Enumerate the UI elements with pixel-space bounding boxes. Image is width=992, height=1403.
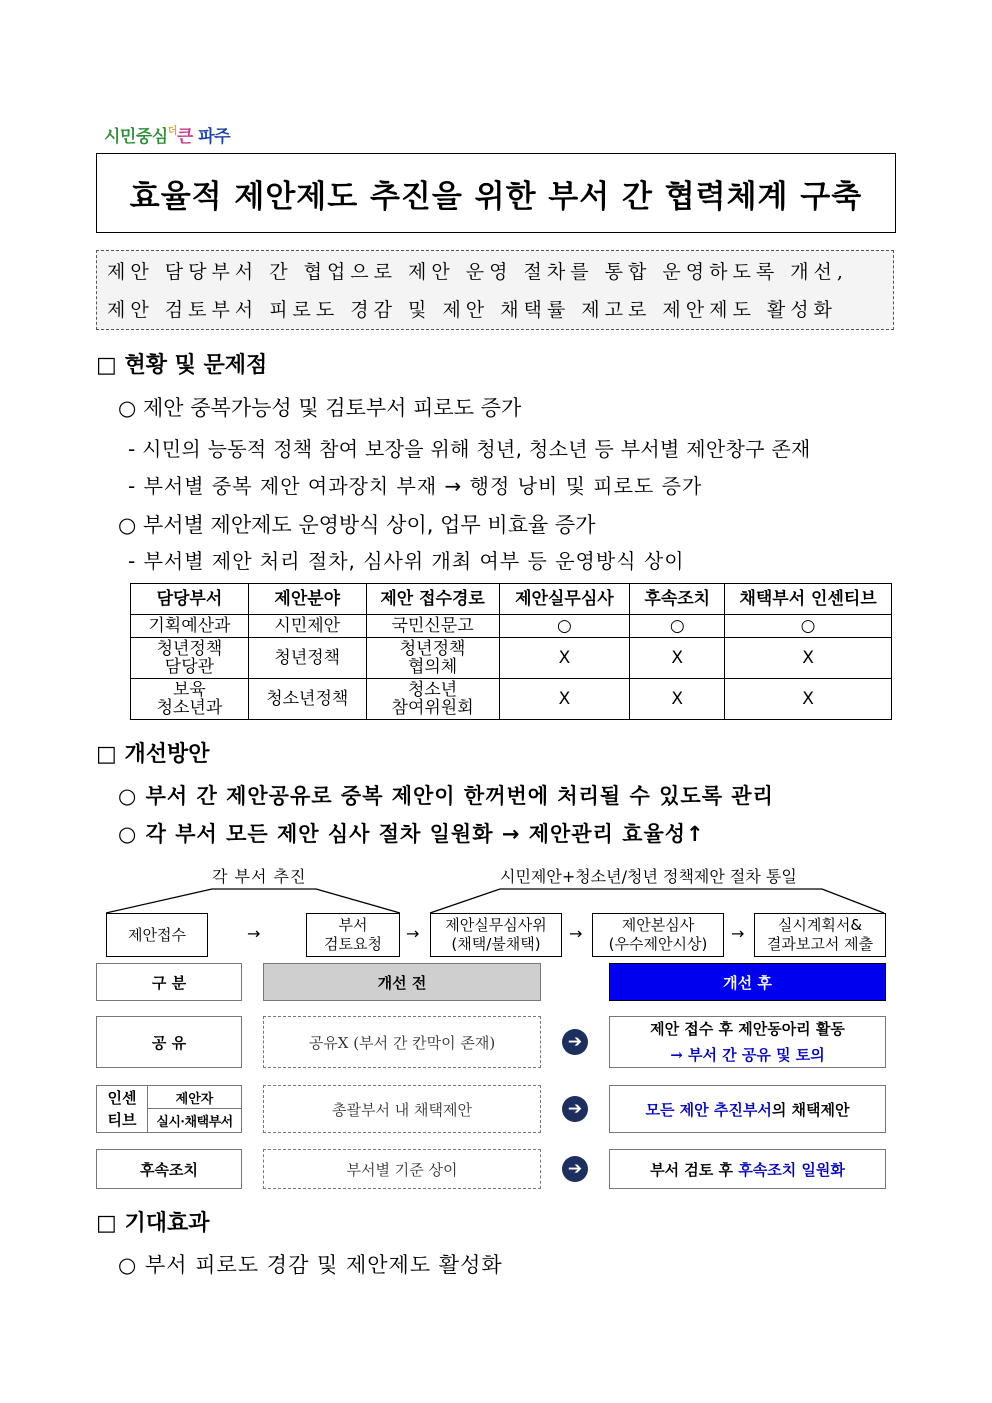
status-item-1-detail-1: - 시민의 능동적 정책 참여 보장을 위해 청년, 청소년 등 부서별 제안창구 존재 (128, 437, 811, 461)
flow-arrow: → (731, 924, 745, 943)
table-header-cell: 제안분야 (248, 584, 366, 615)
section-title-improvement: □ 개선방안 (96, 742, 210, 767)
table-cell: 시민제안 (248, 615, 366, 638)
table-cell: 청년정책 협의체 (366, 638, 499, 679)
flow-label-right: 시민제안+청소년/청년 정책제안 절차 통일 (500, 867, 797, 886)
incentive-after-emph: 모든 제안 추진부서 (645, 1100, 772, 1119)
table-header-cell: 제안 접수경로 (366, 584, 499, 615)
compare-row-followup-before: 부서별 기준 상이 (263, 1149, 541, 1189)
table-cell: 청년정책 (248, 638, 366, 679)
compare-row-followup-label: 후속조치 (96, 1149, 242, 1189)
compare-row-incentive-sublabel-proposer: 제안자 (147, 1085, 242, 1109)
improvement-item-1: ○ 부서 간 제안공유로 중복 제안이 한꺼번에 처리될 수 있도록 관리 (118, 784, 774, 808)
compare-row-share-after-line2: → 부서 간 공유 및 토의 (670, 1046, 825, 1064)
effect-item-1: ○ 부서 피로도 경감 및 제안제도 활성화 (118, 1253, 503, 1277)
incentive-label-part: 인센 (107, 1089, 137, 1107)
flow-arrow: → (569, 924, 583, 943)
compare-row-share-after (609, 1016, 886, 1068)
table-cell: ○ (499, 615, 630, 638)
flow-step-plan-report: 실시계획서& 결과보고서 제출 (754, 913, 886, 957)
flow-step-submit: 제안접수 (106, 913, 208, 957)
compare-header-after: 개선 후 (609, 963, 886, 1001)
right-arrow-icon: ➔ (562, 1156, 588, 1182)
table-header-cell: 제안실무심사 (499, 584, 630, 615)
table-cell: X (499, 679, 630, 720)
compare-row-share-label: 공 유 (96, 1016, 242, 1068)
flow-arrow: → (406, 924, 420, 943)
compare-header-before: 개선 전 (263, 963, 541, 1001)
compare-header-label: 구 분 (96, 963, 242, 1001)
followup-after-emph: 후속조치 일원화 (738, 1160, 845, 1179)
table-cell: X (630, 638, 725, 679)
right-arrow-icon: ➔ (562, 1029, 588, 1055)
incentive-label-part: 티브 (107, 1111, 137, 1129)
table-header-cell: 후속조치 (630, 584, 725, 615)
table-cell: 청소년정책 (248, 679, 366, 720)
summary-line-1: 제안 담당부서 간 협업으로 제안 운영 절차를 통합 운영하도록 개선, (107, 261, 848, 283)
table-cell: 국민신문고 (366, 615, 499, 638)
status-item-2-detail-1: - 부서별 제안 처리 절차, 심사위 개최 여부 등 운영방식 상이 (128, 549, 685, 573)
table-cell: 기획예산과 (131, 615, 249, 638)
right-arrow-icon: ➔ (562, 1096, 588, 1122)
table-cell: ○ (630, 615, 725, 638)
compare-row-incentive-sublabel-dept: 실시·채택부서 (147, 1108, 242, 1133)
flow-step-review-request: 부서 검토요청 (306, 913, 400, 957)
improvement-item-2: ○ 각 부서 모든 제안 심사 절차 일원화 → 제안관리 효율성↑ (118, 822, 705, 846)
status-item-2: ○ 부서별 제안제도 운영방식 상이, 업무 비효율 증가 (118, 513, 596, 537)
compare-row-incentive-label (96, 1085, 148, 1133)
followup-after-rest: 부서 검토 후 (650, 1160, 739, 1179)
incentive-after-rest: 의 채택제안 (771, 1100, 850, 1119)
summary-line-2: 제안 검토부서 피로도 경감 및 제안 채택률 제고로 제안제도 활성화 (107, 299, 837, 321)
table-cell: X (725, 638, 892, 679)
table-cell: X (630, 679, 725, 720)
table-cell: 청년정책 담당관 (131, 638, 249, 679)
compare-row-incentive-after (609, 1085, 886, 1133)
flow-step-working-review: 제안실무심사위 (채택/불채택) (430, 913, 562, 957)
table-cell: X (725, 679, 892, 720)
table-cell: X (499, 638, 630, 679)
table-cell: ○ (725, 615, 892, 638)
table-header-cell: 담당부서 (131, 584, 249, 615)
flow-step-final-review: 제안본심사 (우수제안시상) (592, 913, 724, 957)
compare-row-followup-after (609, 1149, 886, 1189)
table-cell: 보육 청소년과 (131, 679, 249, 720)
compare-row-share-before: 공유X (부서 간 칸막이 존재) (263, 1016, 541, 1068)
table-header-cell: 채택부서 인센티브 (725, 584, 892, 615)
flow-label-left: 각 부서 추진 (212, 867, 307, 886)
status-item-1: ○ 제안 중복가능성 및 검토부서 피로도 증가 (118, 396, 522, 420)
page-title: 효율적 제안제도 추진을 위한 부서 간 협력체계 구축 (96, 153, 896, 233)
section-title-effect: □ 기대효과 (96, 1211, 210, 1236)
logo: 시민중심$^더$큰 파주 (104, 126, 231, 147)
compare-row-share-after-line1: 제안 접수 후 제안동아리 활동 (650, 1020, 845, 1038)
table-cell: 청소년 참여위원회 (366, 679, 499, 720)
section-title-status: □ 현황 및 문제점 (96, 353, 268, 378)
status-item-1-detail-2: - 부서별 중복 제안 여과장치 부재 → 행정 낭비 및 피로도 증가 (128, 474, 703, 498)
flow-arrow: → (247, 924, 261, 943)
compare-row-incentive-before: 총괄부서 내 채택제안 (263, 1085, 541, 1133)
